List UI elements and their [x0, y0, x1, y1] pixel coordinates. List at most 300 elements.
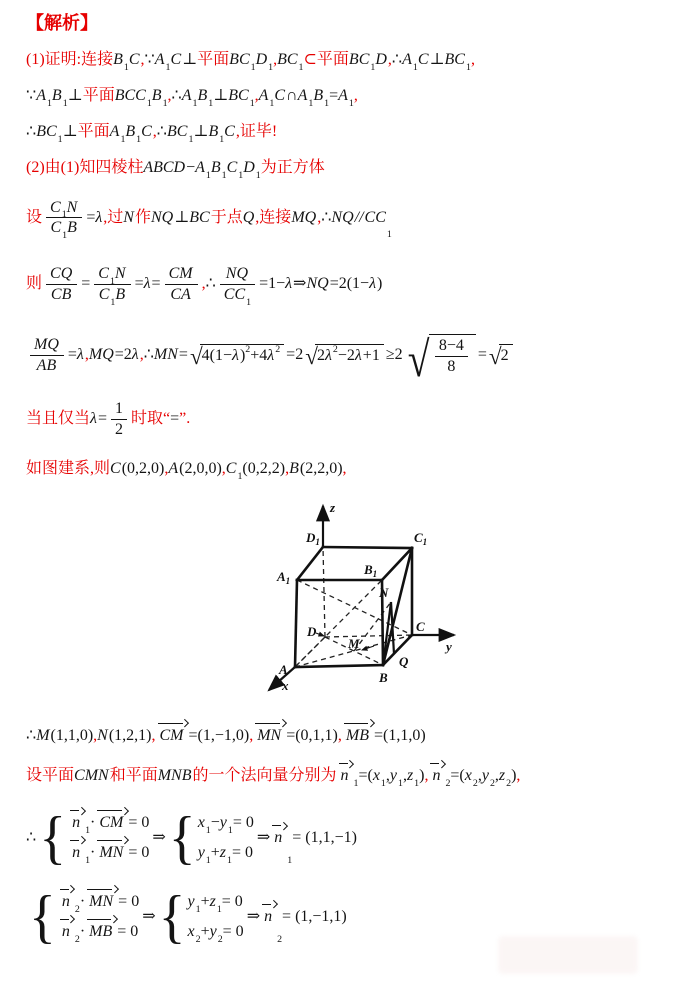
text-run: +	[200, 922, 210, 940]
text-run: MB	[345, 726, 369, 744]
vector	[97, 813, 126, 834]
text-run: =	[81, 275, 91, 293]
vertex-label-b1: B1	[364, 561, 378, 579]
text-run: B	[113, 51, 123, 69]
text-run: D	[375, 51, 387, 69]
text-run: (2,2,0)	[299, 459, 343, 477]
fraction-numerator	[165, 265, 198, 285]
text-run: λ	[267, 346, 275, 364]
text-run: 1	[85, 854, 91, 866]
square-root	[305, 343, 384, 370]
text-run: +	[210, 844, 220, 862]
cube-diagram	[235, 490, 480, 708]
text-run: ,	[201, 275, 206, 293]
solution-top-line-4	[26, 122, 668, 143]
text-run: = 0	[231, 844, 253, 862]
text-run: = 0	[128, 844, 150, 862]
text-run: (2,0,0)	[179, 459, 222, 477]
text-run: 1	[205, 854, 211, 866]
text-run: ,	[93, 726, 98, 744]
text-run: A	[168, 459, 179, 477]
text-run: 1	[386, 228, 392, 240]
system-rows	[198, 813, 254, 864]
text-run: 平面	[82, 87, 115, 105]
vertex-label-d: D	[307, 623, 317, 639]
text-run: =	[67, 345, 77, 363]
text-run: ·	[90, 814, 96, 832]
text-run: 1	[287, 854, 293, 866]
solution-top-line-6	[26, 198, 668, 242]
text-run: CQ	[50, 265, 73, 283]
text-run: 2	[445, 778, 451, 790]
fraction-denominator	[46, 285, 77, 304]
text-run: +1	[362, 346, 380, 364]
text-run: =1−	[259, 275, 286, 293]
text-run: B	[210, 158, 221, 176]
vector	[70, 813, 83, 834]
vertex-label-c: C	[416, 618, 425, 634]
text-run: 1	[227, 825, 233, 837]
text-run: 设	[26, 208, 43, 226]
text-run: =2	[286, 345, 304, 363]
text-run: z	[498, 767, 506, 785]
text-run: ,	[235, 122, 240, 140]
fraction-numerator	[435, 337, 468, 357]
fraction-denominator	[165, 285, 198, 304]
solution-top-line-3	[26, 86, 668, 110]
text-run: A	[109, 122, 120, 140]
text-run: 时取	[130, 410, 163, 428]
equation-system	[29, 884, 140, 950]
solution-top-line-8	[26, 332, 668, 388]
text-run: ≥2	[385, 345, 403, 363]
text-run: =	[477, 345, 487, 363]
text-run: y	[187, 892, 195, 910]
text-run: = 0	[128, 814, 150, 832]
text-run: 1	[57, 133, 63, 145]
solution-bottom-line-4	[26, 884, 668, 950]
text-run: ,	[385, 767, 390, 785]
text-run: ∩	[286, 87, 298, 105]
text-run: 于点	[210, 208, 243, 226]
text-run: y	[209, 922, 217, 940]
solution-top-line-2	[26, 50, 668, 74]
text-run: 1	[61, 209, 67, 221]
text-run: BC	[277, 51, 298, 69]
text-run: λ	[324, 346, 332, 364]
equation-system	[39, 805, 150, 871]
text-run: 1	[162, 98, 168, 110]
text-run: ,	[221, 459, 226, 477]
text-run: n	[72, 844, 81, 862]
text-run: CM	[99, 814, 124, 832]
fraction-denominator	[111, 420, 127, 439]
fraction-denominator	[46, 218, 82, 242]
text-run: NQ	[225, 265, 249, 283]
vector	[97, 843, 126, 864]
text-run: 1	[268, 62, 274, 74]
text-run: 2	[195, 933, 201, 945]
fraction	[46, 198, 82, 242]
text-run: ⇒	[246, 907, 261, 925]
fraction-numerator	[220, 265, 255, 285]
fraction-numerator	[94, 265, 130, 288]
text-run: 1	[123, 62, 129, 74]
system-row	[68, 813, 150, 837]
text-run: C	[50, 198, 61, 216]
text-run: MN	[89, 892, 114, 910]
text-run: 当且仅当	[26, 410, 91, 428]
text-run: λ	[76, 345, 84, 363]
text-run: A	[297, 87, 308, 105]
d-label-pointer-arrow	[316, 633, 324, 636]
text-run: )	[239, 346, 246, 364]
system-row	[188, 922, 244, 943]
text-run: ∴	[321, 208, 332, 226]
vertex-label-b: B	[379, 669, 388, 685]
text-run: 1	[146, 98, 152, 110]
text-run: 1	[397, 778, 403, 790]
text-run: “	[163, 410, 171, 428]
vertex-label-a: A	[279, 661, 288, 677]
vector	[60, 922, 73, 943]
text-run: C	[417, 51, 429, 69]
text-run: 2	[217, 933, 223, 945]
text-run: 1	[114, 400, 123, 418]
edge-d1-a1	[297, 547, 323, 580]
text-run: (2)由(1)知四棱柱	[26, 158, 144, 176]
text-run: 1	[46, 98, 52, 110]
text-run: y	[481, 767, 489, 785]
text-run: ABCD	[143, 158, 186, 176]
text-run: λ	[369, 275, 376, 293]
x-axis-label: x	[282, 677, 289, 693]
text-run: MN	[153, 345, 178, 363]
text-run: (1,1,0)	[50, 726, 94, 744]
vector	[272, 828, 285, 849]
text-run: BC	[229, 51, 250, 69]
text-run: N	[123, 208, 134, 226]
text-run: = 0	[221, 892, 243, 910]
text-run: AB	[36, 356, 57, 374]
text-run: 1	[110, 297, 116, 309]
text-run: C	[226, 158, 238, 176]
text-run: ,	[151, 726, 156, 744]
text-run: N	[114, 265, 126, 283]
text-run: ∴	[26, 726, 37, 744]
text-run: =	[86, 208, 96, 226]
text-run: n	[264, 907, 273, 925]
text-run: //	[354, 208, 364, 226]
fraction-denominator	[30, 356, 64, 375]
text-run: CA	[170, 286, 191, 304]
text-run: 作	[134, 208, 151, 226]
fraction	[435, 337, 468, 376]
fraction	[220, 265, 255, 309]
fraction	[46, 265, 77, 304]
square-root	[488, 343, 513, 370]
watermark	[498, 936, 638, 974]
radical-sign-icon: √	[407, 332, 430, 388]
fraction	[165, 265, 198, 304]
text-run: CB	[50, 286, 72, 304]
system-row	[197, 813, 254, 837]
text-run: 2	[275, 343, 281, 355]
text-run: CC	[223, 286, 246, 304]
system-row	[58, 892, 139, 913]
text-run: ⊥	[193, 122, 209, 140]
vector	[60, 892, 73, 913]
text-run: C	[274, 87, 286, 105]
text-run: =	[329, 87, 339, 105]
text-run: 1	[62, 230, 68, 242]
text-run: 1	[465, 62, 471, 74]
text-run: 4(1−	[201, 346, 233, 364]
text-run: ”	[179, 410, 187, 428]
text-run: A	[154, 51, 165, 69]
text-run: 1	[219, 133, 225, 145]
y-axis-label: y	[446, 638, 452, 654]
text-run: B	[67, 219, 77, 237]
text-run: CM	[168, 265, 193, 283]
text-run: ,	[424, 767, 429, 785]
text-run: 的一个法向量分别为	[192, 767, 337, 785]
text-run: =(	[450, 767, 465, 785]
text-run: )	[511, 767, 517, 785]
text-run: λ	[232, 346, 239, 364]
z-axis-label: z	[330, 499, 336, 515]
text-run: ,	[152, 122, 157, 140]
text-run: 2	[332, 343, 338, 355]
text-run: 1	[353, 778, 359, 790]
text-run: (1)证明:连接	[26, 51, 114, 69]
vertex-label-a1: A1	[277, 568, 291, 586]
text-run: +4	[250, 346, 268, 364]
text-run: = (1,−1,1)	[282, 907, 347, 925]
solution-body-bottom	[26, 726, 668, 950]
system-rows	[68, 813, 149, 864]
text-run: 1	[255, 169, 261, 181]
radical-sign-icon: √	[305, 343, 318, 370]
text-run: ,	[164, 459, 169, 477]
text-run: 2	[74, 903, 80, 915]
text-run: C	[110, 459, 121, 477]
solution-top-line-5	[26, 158, 668, 179]
text-run: z	[219, 844, 227, 862]
text-run: ,	[470, 51, 475, 69]
text-run: 8−4	[438, 337, 464, 355]
text-run: n	[72, 814, 81, 832]
system-rows	[188, 892, 244, 943]
text-run: (0,2,0)	[121, 459, 165, 477]
text-run: 2	[489, 778, 495, 790]
text-run: 1	[249, 98, 255, 110]
vector	[430, 766, 443, 787]
text-run: 1	[250, 62, 256, 74]
text-run: ,	[140, 51, 145, 69]
text-run: NQ	[331, 208, 354, 226]
text-run: )	[419, 767, 425, 785]
vector	[262, 907, 275, 928]
text-run: 1	[109, 276, 115, 288]
text-run: A	[36, 87, 46, 105]
text-run: λ	[285, 275, 293, 293]
fraction-numerator	[46, 265, 77, 285]
text-run: N	[66, 198, 78, 216]
text-run: B	[289, 459, 299, 477]
text-run: 1	[208, 98, 214, 110]
fraction-denominator	[94, 285, 130, 309]
text-run: ,	[84, 345, 89, 363]
fraction-numerator	[30, 336, 64, 356]
text-run: 则	[94, 459, 111, 477]
text-run: C	[170, 51, 182, 69]
text-run: C	[98, 265, 109, 283]
text-run: =	[134, 275, 144, 293]
text-run: ⇒	[293, 275, 307, 293]
text-run: A	[338, 87, 348, 105]
text-run: ⊂	[303, 51, 317, 69]
text-run: 1	[216, 903, 222, 915]
text-run: MN	[99, 844, 124, 862]
vector	[70, 843, 83, 864]
text-run: =	[97, 410, 107, 428]
solution-bottom-line-1	[26, 726, 668, 747]
text-run: ,	[353, 87, 358, 105]
radical-sign-icon: √	[189, 343, 203, 370]
text-run: C	[225, 459, 237, 477]
vector	[87, 892, 116, 913]
text-run: ·	[79, 922, 86, 940]
text-run: 1	[136, 133, 142, 145]
text-run: B	[125, 122, 136, 140]
radicand	[200, 344, 285, 367]
fraction	[94, 265, 130, 309]
text-run: ⊥	[174, 208, 190, 226]
text-run: ,	[103, 208, 108, 226]
system-brace-icon: {	[39, 805, 67, 871]
vector	[339, 766, 352, 787]
text-run: MQ	[291, 208, 317, 226]
text-run: N	[97, 726, 108, 744]
text-run: 1	[195, 903, 201, 915]
text-run: ⊥	[67, 87, 83, 105]
text-run: = 0	[232, 814, 254, 832]
text-run: ∴	[26, 829, 37, 847]
vector	[87, 922, 115, 943]
text-run: BC	[36, 122, 57, 140]
text-run: B	[197, 87, 208, 105]
text-run: MNB	[157, 767, 192, 785]
text-run: z	[209, 892, 216, 910]
solution-top-line-1	[26, 12, 668, 35]
text-run: =(0,1,1)	[286, 726, 338, 744]
text-run: ∴	[26, 122, 37, 140]
radicand	[315, 344, 384, 367]
system-brace-icon: {	[158, 884, 186, 950]
text-run: 1	[205, 169, 211, 181]
text-run: =(	[358, 767, 373, 785]
text-run: 1	[269, 98, 275, 110]
point-label-n: N	[379, 584, 389, 600]
text-run: = 0	[222, 922, 244, 940]
radical-sign-icon: √	[488, 343, 502, 370]
text-run: ⇒	[256, 829, 271, 847]
equation-system	[168, 805, 254, 871]
text-run: 1	[85, 825, 91, 837]
fraction-numerator	[111, 400, 127, 420]
text-run: 1	[192, 98, 198, 110]
fraction-denominator	[220, 285, 255, 309]
text-run: D	[255, 51, 268, 69]
text-run: 过	[107, 208, 124, 226]
text-run: .	[186, 410, 191, 428]
text-run: =2(1−	[329, 275, 370, 293]
solution-top-line-7	[26, 265, 668, 309]
text-run: ,	[516, 767, 521, 785]
text-run: CMN	[74, 767, 109, 785]
text-run: ,	[285, 459, 290, 477]
text-run: C	[224, 122, 235, 140]
text-run: 2	[316, 346, 325, 364]
text-run: ⊥	[62, 122, 78, 140]
text-run: 2	[500, 346, 509, 364]
vector	[158, 726, 187, 747]
text-run: y	[219, 814, 227, 832]
solution-bottom-line-2	[26, 766, 668, 790]
text-run: x	[197, 814, 205, 832]
text-run: ⊥	[213, 87, 229, 105]
text-run: 1	[237, 470, 243, 482]
text-run: BC	[444, 51, 465, 69]
text-run: 平面	[77, 122, 110, 140]
text-run: −2	[337, 346, 355, 364]
solution-body-top	[26, 12, 668, 480]
text-run: ,	[402, 767, 407, 785]
radicand	[429, 334, 476, 376]
system-row	[68, 843, 149, 864]
text-run: ⇒	[142, 907, 156, 925]
text-run: 1	[324, 98, 330, 110]
text-run: ,	[494, 767, 499, 785]
solution-top-line-9	[26, 400, 668, 439]
text-run: ,	[387, 51, 392, 69]
text-run: 2	[245, 343, 251, 355]
text-run: =	[170, 410, 180, 428]
text-run: 证毕!	[239, 122, 278, 140]
text-run: ·	[90, 844, 96, 862]
text-run: 1	[120, 133, 126, 145]
text-run: 1	[348, 98, 354, 110]
text-run: ,	[477, 767, 482, 785]
text-run: x	[372, 767, 380, 785]
text-run: C	[128, 51, 140, 69]
text-run: 2	[114, 420, 123, 438]
text-run: n	[432, 767, 441, 785]
solution-bottom-line-3	[26, 805, 668, 871]
text-run: = 0	[118, 892, 140, 910]
text-run: 8	[447, 358, 456, 376]
text-run: 则	[26, 275, 43, 293]
text-run: ∴	[156, 122, 167, 140]
system-row	[188, 892, 244, 913]
text-run: n	[274, 829, 283, 847]
edge-d-c	[325, 635, 412, 637]
text-run: 1	[412, 62, 418, 74]
text-run: x	[187, 922, 195, 940]
system-rows	[58, 892, 139, 943]
text-run: 平面	[197, 51, 230, 69]
